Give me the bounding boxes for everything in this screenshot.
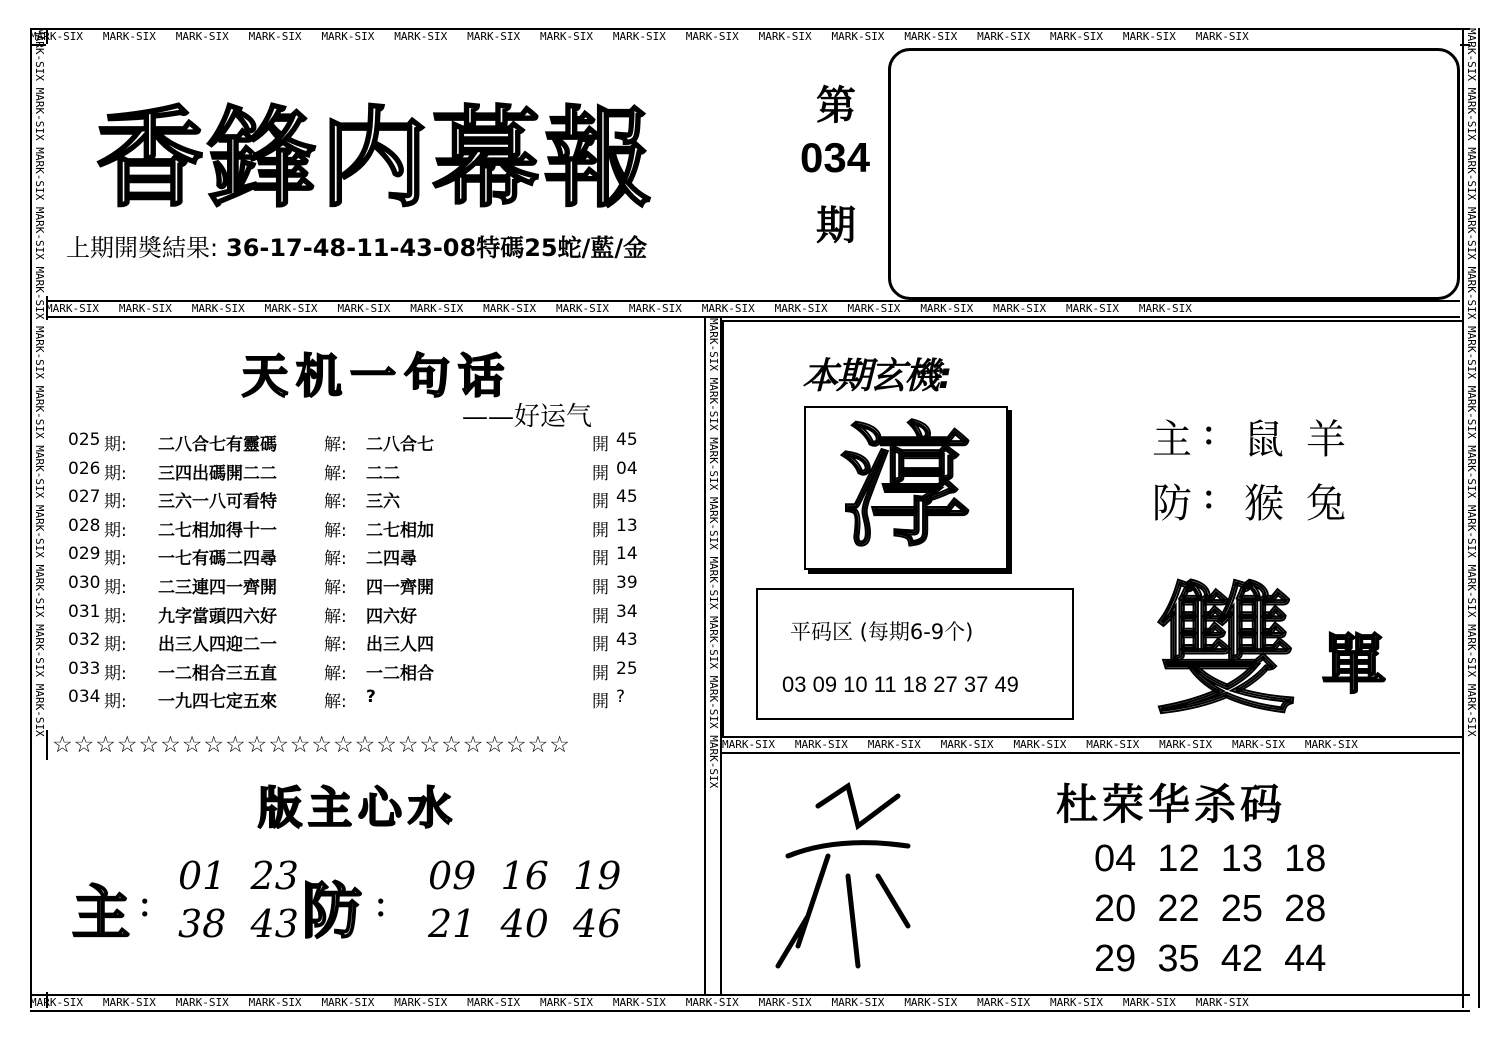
- masthead-title: 香鋒内幕報: [96, 96, 657, 222]
- history-clue: 出三人四迎二一: [158, 635, 277, 656]
- history-clue: 二八合七有靈碼: [158, 435, 277, 455]
- banzhu-main-colon: :: [138, 880, 152, 926]
- history-row: [68, 573, 648, 601]
- history-row: [68, 516, 648, 544]
- banzhu-panel: [46, 760, 702, 992]
- history-open-value: 25: [616, 658, 638, 679]
- history-answer: 一二相合: [366, 663, 434, 684]
- history-answer: 二二: [366, 463, 400, 484]
- banzhu-heading: 版主心水: [258, 783, 458, 834]
- blank-ad-box: [888, 48, 1460, 300]
- history-period: 028: [68, 515, 101, 536]
- history-open-label: 開: [592, 435, 609, 455]
- flat-number-box: [756, 588, 1074, 720]
- xuanji-heading: 本期玄機:: [802, 356, 951, 397]
- small-dan: 單: [1322, 629, 1386, 703]
- history-answer: 二八合七: [366, 435, 434, 455]
- history-row: [68, 687, 648, 715]
- shama-heading: 杜荣华杀码: [1056, 780, 1287, 829]
- history-open-value: 34: [616, 601, 638, 622]
- history-answer-label: 解:: [324, 435, 347, 455]
- history-open-label: 開: [592, 606, 609, 627]
- guard-label: 防: [1152, 481, 1192, 527]
- left-border-strip: MARK-SIX MARK-SIX MARK-SIX MARK-SIX MARK-SIX MARK-SIX MARK-SIX MARK-SIX MARK-SIX MARK-SIX MARK-SIX MARK-SIX: [30, 28, 48, 1008]
- history-clue: 九字當頭四六好: [158, 606, 277, 627]
- masthead-panel: [46, 44, 1460, 296]
- shama-row-3: 29 35 42 44: [1094, 938, 1327, 980]
- big-char: 淳: [840, 411, 972, 565]
- history-open-label: 開: [592, 663, 609, 684]
- border-text: MARK-SIX: [30, 30, 83, 43]
- stars-divider: ☆☆☆☆☆☆☆☆☆☆☆☆☆☆☆☆☆☆☆☆☆☆☆☆: [52, 732, 571, 758]
- history-open-label: 開: [592, 463, 609, 484]
- lower-border-strip: MARK-SIX MARK-SIX MARK-SIX MARK-SIX MARK-SIX MARK-SIX MARK-SIX MARK-SIX MARK-SIX: [722, 736, 1460, 754]
- history-open-label: 開: [592, 549, 609, 570]
- guard-zodiac: 猴兔: [1244, 481, 1368, 527]
- history-open-value: 45: [616, 430, 638, 450]
- history-answer: 四一齊開: [366, 578, 434, 598]
- history-answer-label: 解:: [324, 692, 347, 713]
- history-open-label: 開: [592, 578, 609, 598]
- last-result-label: 上期開奬結果:: [66, 234, 219, 262]
- history-period: 029: [68, 544, 101, 565]
- banzhu-main-row2: 38 43: [178, 902, 299, 946]
- tianji-heading: 天机一句话: [242, 349, 512, 403]
- history-clue: 三六一八可看特: [158, 492, 277, 513]
- shama-row-2: 20 22 25 28: [1094, 888, 1327, 930]
- history-open-label: 開: [592, 692, 609, 713]
- big-char-box: [804, 406, 1008, 570]
- banzhu-guard-row2: 21 40 46: [428, 902, 622, 946]
- history-period-suffix: 期:: [104, 635, 127, 656]
- history-open-label: 開: [592, 492, 609, 513]
- history-clue: 二三連四一齊開: [158, 578, 277, 598]
- issue-prefix: 第: [816, 82, 856, 129]
- history-answer: ?: [366, 687, 376, 708]
- history-answer-label: 解:: [324, 663, 347, 684]
- history-open-value: 14: [616, 544, 638, 565]
- history-open-value: 43: [616, 630, 638, 651]
- history-period-suffix: 期:: [104, 549, 127, 570]
- history-row: [68, 602, 648, 630]
- history-clue: 一二相合三五直: [158, 663, 277, 684]
- issue-number: 034: [800, 134, 871, 181]
- history-period: 032: [68, 630, 101, 651]
- history-row: [68, 544, 648, 572]
- history-period-suffix: 期:: [104, 492, 127, 513]
- history-period-suffix: 期:: [104, 578, 127, 598]
- history-period: 025: [68, 430, 101, 450]
- history-answer-label: 解:: [324, 606, 347, 627]
- history-period-suffix: 期:: [104, 663, 127, 684]
- history-answer: 二四尋: [366, 549, 417, 570]
- banzhu-guard-row1: 09 16 19: [428, 854, 622, 898]
- flat-heading: 平码区 (每期6-9个): [790, 620, 974, 644]
- history-period-suffix: 期:: [104, 463, 127, 484]
- right-border-strip: MARK-SIX MARK-SIX MARK-SIX MARK-SIX MARK-SIX MARK-SIX MARK-SIX MARK-SIX MARK-SIX MARK-SIX MARK-SIX MARK-SIX: [1462, 28, 1480, 1008]
- history-clue: 一七有碼二四尋: [158, 549, 277, 570]
- mid-border-strip: MARK-SIX MARK-SIX MARK-SIX MARK-SIX MARK-SIX MARK-SIX MARK-SIX MARK-SIX MARK-SIX MARK-SIX MARK-SIX MARK-SIX MARK-SIX MARK-SIX MARK-SIX MARK-SIX: [46, 300, 1460, 318]
- history-row: [68, 459, 648, 487]
- history-row: [68, 430, 648, 458]
- history-open-value: 39: [616, 573, 638, 593]
- history-clue: 三四出碼開二二: [158, 463, 277, 484]
- history-open-label: 開: [592, 520, 609, 541]
- history-row: [68, 487, 648, 515]
- issue-suffix: 期: [816, 202, 856, 249]
- history-open-value: 04: [616, 458, 638, 479]
- main-label: 主: [1152, 417, 1192, 463]
- history-period-suffix: 期:: [104, 435, 127, 455]
- history-period: 027: [68, 487, 101, 508]
- history-answer-label: 解:: [324, 520, 347, 541]
- history-period-suffix: 期:: [104, 606, 127, 627]
- banzhu-main-row1: 01 23: [178, 854, 299, 898]
- history-answer-label: 解:: [324, 635, 347, 656]
- history-answer-label: 解:: [324, 463, 347, 484]
- history-clue: 二七相加得十一: [158, 520, 277, 541]
- guard-colon: :: [1202, 472, 1216, 518]
- history-answer: 三六: [366, 492, 400, 513]
- tianji-subheading: ——好运气: [462, 402, 593, 432]
- flat-numbers: 03 09 10 11 18 27 37 49: [782, 672, 1019, 697]
- history-open-value: ?: [616, 687, 626, 708]
- banzhu-guard-label: 防: [302, 877, 362, 947]
- history-answer: 出三人四: [366, 635, 434, 656]
- history-period-suffix: 期:: [104, 520, 127, 541]
- shama-panel: [722, 760, 1460, 992]
- history-period: 034: [68, 687, 101, 708]
- history-open-value: 45: [616, 487, 638, 508]
- last-result-value: 36-17-48-11-43-08特碼25蛇/藍/金: [226, 234, 648, 262]
- history-answer-label: 解:: [324, 492, 347, 513]
- bottom-border-strip: MARK-SIX MARK-SIX MARK-SIX MARK-SIX MARK-SIX MARK-SIX MARK-SIX MARK-SIX MARK-SIX MARK-SIX MARK-SIX MARK-SIX MARK-SIX MARK-SIX MARK-SIX MARK-SIX MARK-SIX: [30, 994, 1470, 1012]
- center-border-strip: MARK-SIX MARK-SIX MARK-SIX MARK-SIX MARK-SIX MARK-SIX MARK-SIX MARK-SIX: [704, 318, 722, 994]
- history-row: [68, 630, 648, 658]
- history-period: 030: [68, 573, 101, 593]
- history-answer-label: 解:: [324, 578, 347, 598]
- history-answer: 二七相加: [366, 520, 434, 541]
- banzhu-guard-colon: :: [374, 880, 388, 926]
- history-period-suffix: 期:: [104, 692, 127, 713]
- main-zodiac: 鼠羊: [1244, 417, 1368, 463]
- brush-logo-icon: [758, 766, 938, 986]
- big-shuang: 雙: [1156, 571, 1297, 734]
- shama-row-1: 04 12 13 18: [1094, 838, 1327, 880]
- history-clue: 一九四七定五來: [158, 692, 277, 713]
- history-answer-label: 解:: [324, 549, 347, 570]
- top-border-strip: MARK-SIX MARK-SIX MARK-SIX MARK-SIX MARK-SIX MARK-SIX MARK-SIX MARK-SIX MARK-SIX MARK-SIX MARK-SIX MARK-SIX MARK-SIX MARK-SIX MARK-SIX MARK-SIX MARK-SIX: [30, 28, 1470, 46]
- xuanji-panel: [722, 320, 1464, 738]
- main-colon: :: [1202, 408, 1216, 454]
- history-open-value: 13: [616, 515, 638, 536]
- history-answer: 四六好: [366, 606, 417, 627]
- history-row: [68, 659, 648, 687]
- banzhu-main-label: 主: [72, 879, 131, 947]
- history-period: 026: [68, 458, 101, 479]
- history-open-label: 開: [592, 635, 609, 656]
- history-period: 033: [68, 658, 101, 679]
- history-period: 031: [68, 601, 101, 622]
